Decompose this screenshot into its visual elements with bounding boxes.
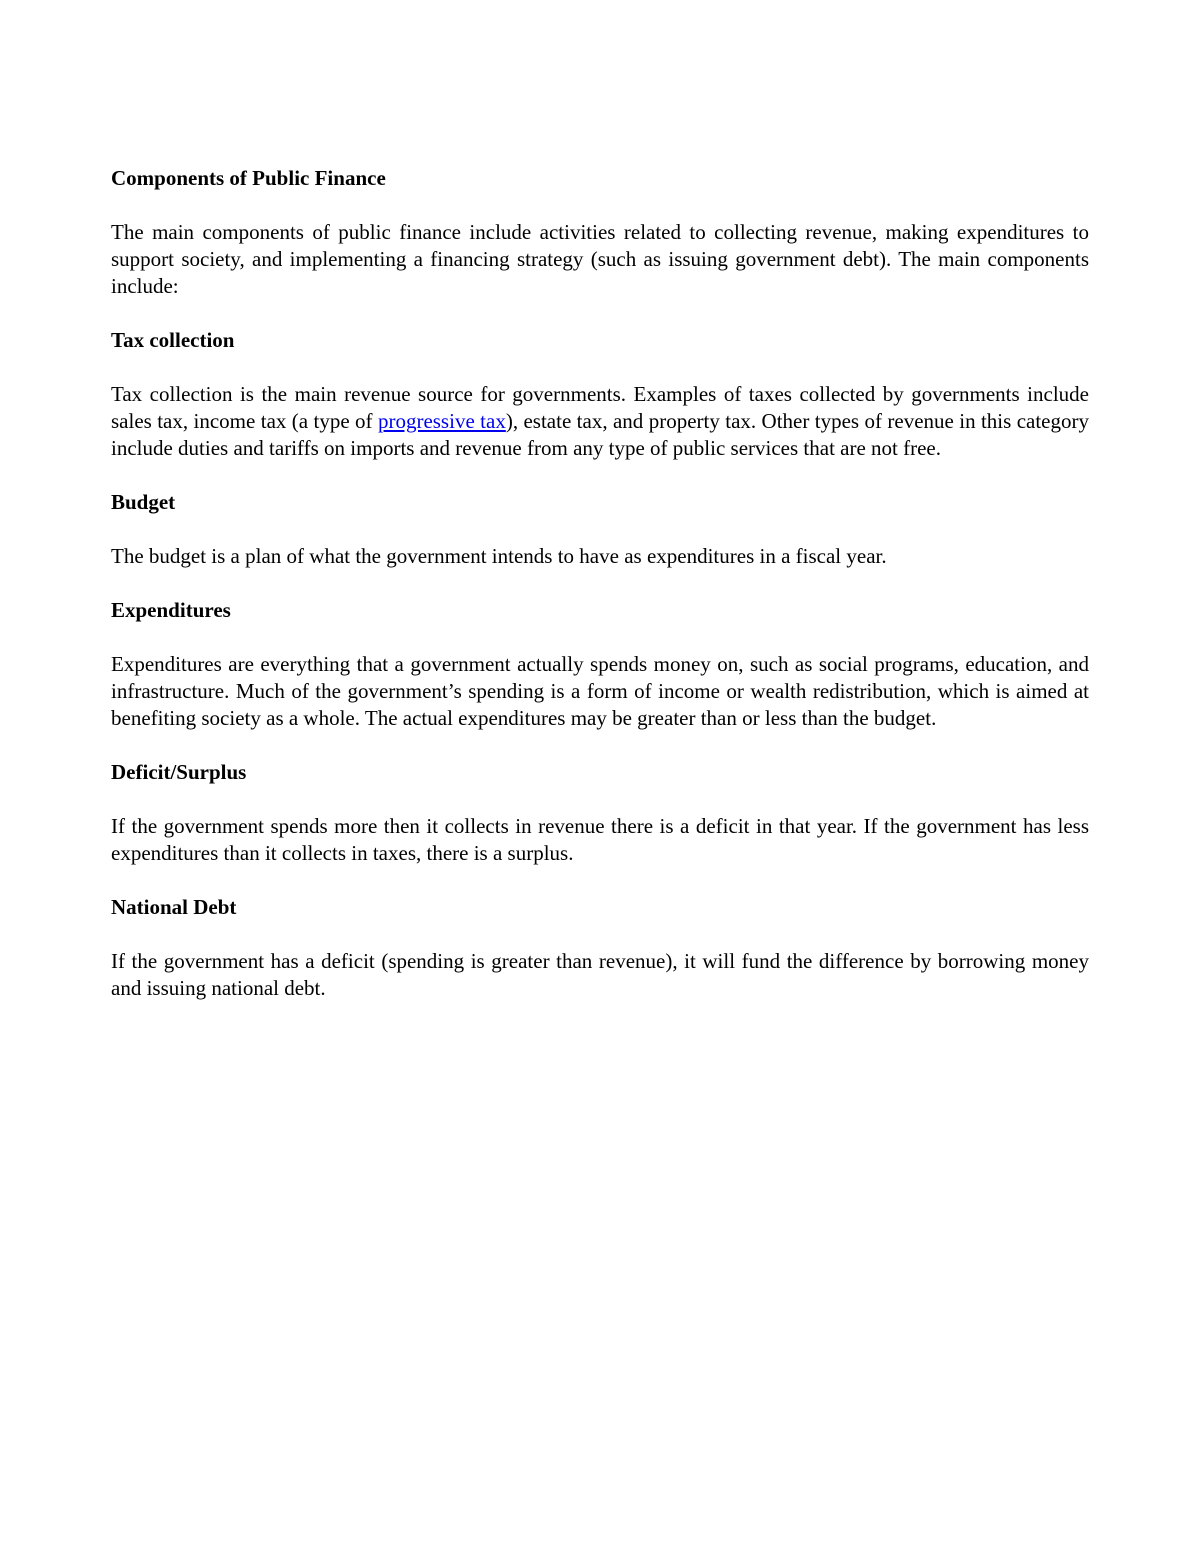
expenditures-paragraph: Expenditures are everything that a government actually spends money on, such as social programs, education, and infrastructure. Much of the government’s spending is a form of income or wealth redistribution, which is aimed at benefiting society as a whole. The actual expenditures may be greater than or less than the budget.: [111, 652, 1089, 730]
budget-heading: Budget: [111, 490, 176, 514]
tax-collection-paragraph: [111, 381, 1089, 462]
expenditures-heading: Expenditures: [111, 598, 231, 622]
document-title: Components of Public Finance: [111, 166, 386, 190]
progressive-tax-link[interactable]: progressive tax: [377, 409, 506, 433]
national-debt-heading: National Debt: [111, 895, 237, 919]
intro-paragraph: The main components of public finance include activities related to collecting revenue, making expenditures to support society, and implementing a financing strategy (such as issuing government debt). The main components include:: [111, 220, 1089, 298]
deficit-surplus-heading: Deficit/Surplus: [111, 760, 247, 784]
document-page: [111, 165, 1089, 1029]
tax-collection-heading: Tax collection: [111, 328, 235, 352]
tax-collection-text-before-link: Tax collection is the main revenue source for governments. Examples of taxes collected by governments include sales tax, income tax (a type of: [111, 382, 1089, 433]
tax-collection-text-after-link: ), estate tax, and property tax. Other types of revenue in this category include duties and tariffs on imports and revenue from any type of public services that are not free.: [111, 409, 1089, 460]
deficit-surplus-paragraph: If the government spends more then it collects in revenue there is a deficit in that year. If the government has less expenditures than it collects in taxes, there is a surplus.: [111, 814, 1089, 865]
national-debt-paragraph: If the government has a deficit (spending is greater than revenue), it will fund the difference by borrowing money and issuing national debt.: [111, 949, 1089, 1000]
budget-paragraph: The budget is a plan of what the government intends to have as expenditures in a fiscal year.: [111, 544, 887, 568]
